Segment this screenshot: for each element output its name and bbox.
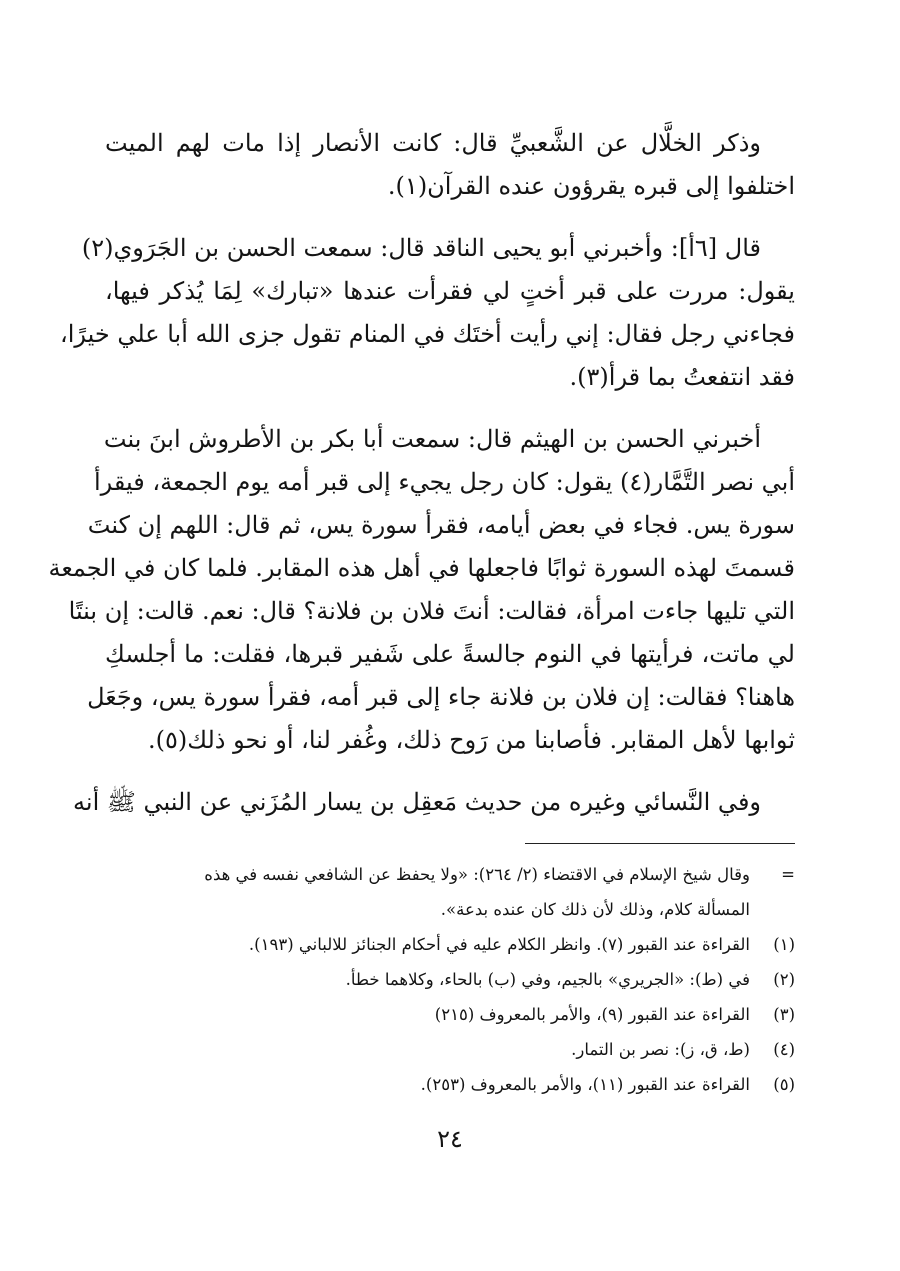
footnote — [105, 927, 795, 962]
text-line: ثوابها لأهل المقابر. فأصابنا من رَوح ذلك، وغُفر لنا، أو نحو ذلك(٥). — [147, 726, 795, 754]
footnote-marker: (٣) — [773, 1005, 795, 1024]
footnote — [105, 997, 795, 1032]
text-line: هاهنا؟ فقالت: إن فلان بن فلانة جاء إلى قبر أمه، فقرأ سورة يس، وجَعَل — [87, 683, 795, 711]
paragraph — [59, 227, 795, 399]
paragraph — [48, 418, 795, 762]
text-line: فجاءني رجل فقال: إني رأيت أختَك في المنام تقول جزى الله أبا علي خيرًا، — [59, 320, 795, 348]
text-line: لي ماتت، فرأيتها في النوم جالسةً على شَفير قبرها، فقلت: ما أجلسكِ — [105, 640, 795, 668]
body-text — [48, 122, 795, 843]
text-line: وفي النَّسائي وغيره من حديث مَعقِل بن يسار المُزَني عن النبي ﷺ أنه — [73, 788, 761, 816]
footnote-text: (ط، ق، ز): نصر بن التمار. — [571, 1040, 750, 1059]
text-line: قسمتَ لهذه السورة ثوابًا فاجعلها في أهل هذه المقابر. فلما كان في الجمعة — [48, 554, 795, 582]
footnote-text: في (ط): «الجريري» بالجيم، وفي (ب) بالحاء، وكلاهما خطأ. — [345, 970, 750, 989]
footnote-marker: (٤) — [773, 1040, 795, 1059]
footnote — [105, 1032, 795, 1067]
footnotes — [105, 857, 795, 1102]
footnote-text: القراءة عند القبور (٩)، والأمر بالمعروف (٢١٥) — [434, 1005, 750, 1024]
footnote-text: القراءة عند القبور (٧). وانظر الكلام عليه في أحكام الجنائز للالباني (١٩٣). — [248, 935, 750, 954]
text-line: سورة يس. فجاء في بعض أيامه، فقرأ سورة يس، ثم قال: اللهم إن كنتَ — [87, 511, 795, 539]
footnote-marker: (٢) — [773, 970, 795, 989]
footnote-continuation — [105, 857, 795, 892]
text-line: اختلفوا إلى قبره يقرؤون عنده القرآن(١). — [387, 172, 795, 200]
text-line: فقد انتفعتُ بما قرأ(٣). — [569, 363, 795, 391]
paragraph — [73, 781, 795, 824]
footnote-text: المسألة كلام، وذلك لأن ذلك كان عنده بدعة». — [440, 900, 750, 919]
footnote-marker: (٥) — [773, 1075, 795, 1094]
footnote — [105, 1067, 795, 1102]
text-line: أبي نصر التَّمَّار(٤) يقول: كان رجل يجيء إلى قبر أمه يوم الجمعة، فيقرأ — [93, 468, 795, 496]
text-line: التي تليها جاءت امرأة، فقالت: أنتَ فلان بن فلانة؟ قال: نعم. قالت: إن بنتًا — [68, 597, 795, 625]
text-line: وذكر الخلَّال عن الشَّعبيِّ قال: كانت الأنصار إذا مات لهم الميت — [105, 129, 762, 157]
text-line: قال [٦أ]: وأخبرني أبو يحيى الناقد قال: سمعت الحسن بن الجَرَوي(٢) — [81, 234, 761, 262]
footnote-text: وقال شيخ الإسلام في الاقتضاء (٢/ ٢٦٤): «ولا يحفظ عن الشافعي نفسه في هذه — [204, 865, 750, 884]
footnote-text: القراءة عند القبور (١١)، والأمر بالمعروف (٢٥٣). — [420, 1075, 750, 1094]
footnote-separator — [525, 843, 795, 844]
footnote-marker: (١) — [773, 935, 795, 954]
footnote-marker: = — [781, 865, 795, 884]
footnote — [105, 962, 795, 997]
paragraph — [105, 122, 795, 208]
page-number: ٢٤ — [437, 1125, 463, 1153]
text-line: أخبرني الحسن بن الهيثم قال: سمعت أبا بكر بن الأطروش ابنَ بنت — [103, 425, 761, 453]
text-line: يقول: مررت على قبر أختٍ لي فقرأت عندها «تبارك» لِمَا يُذكر فيها، — [105, 277, 795, 305]
